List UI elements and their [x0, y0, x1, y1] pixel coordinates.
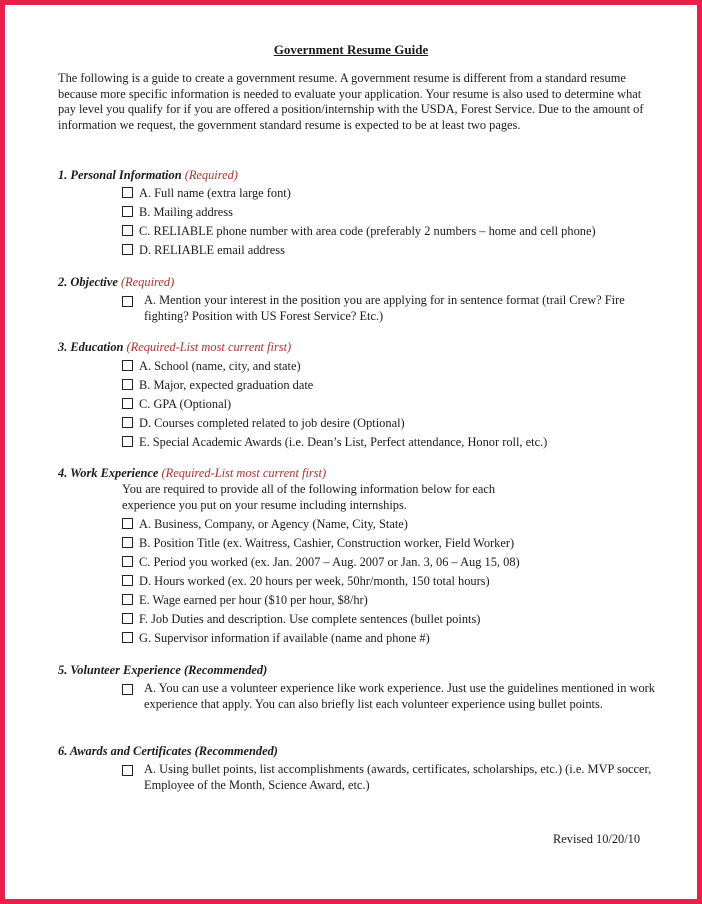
item-text: C. RELIABLE phone number with area code (preferably 2 numbers – home and cell phone)	[139, 224, 596, 238]
item-text: A. You can use a volunteer experience like work experience. Just use the guidelines mentioned in work experience that apply. You can also briefly list each volunteer experience using bullet points.	[144, 681, 655, 711]
item-text: D. Hours worked (ex. 20 hours per week, 50hr/month, 150 total hours)	[139, 574, 490, 588]
heading-text: 1. Personal Information	[58, 168, 182, 182]
item-text: D. Courses completed related to job desire (Optional)	[139, 416, 405, 430]
checklist-item[interactable]	[122, 185, 291, 201]
item-text: A. School (name, city, and state)	[139, 359, 301, 373]
section-heading-work	[58, 466, 326, 481]
required-tag: (Required)	[184, 168, 238, 182]
checklist-item[interactable]	[122, 415, 405, 431]
checklist-item[interactable]	[122, 358, 301, 374]
item-text: B. Major, expected graduation date	[139, 378, 314, 392]
heading-text: 6. Awards and Certificates (Recommended)	[58, 744, 278, 758]
revision-date: Revised 10/20/10	[553, 832, 641, 846]
required-tag: (Required)	[120, 275, 175, 289]
checklist-item[interactable]	[122, 535, 514, 551]
intro-paragraph: The following is a guide to create a government resume. A government resume is different from a standard resume because more specific information is needed to evaluate your application. Your resume is also used to determine what pay level you qualify for if you are offered a position/internship with the USDA, Forest Service. Due to the amount of information we request, the government standard resume is expected to be at least two pages.	[58, 71, 644, 132]
checklist-item[interactable]	[122, 434, 547, 450]
required-tag: (Required-List most current first)	[161, 466, 327, 480]
item-text: B. Mailing address	[139, 205, 233, 219]
checklist-item[interactable]	[122, 611, 480, 627]
checkbox-icon[interactable]	[122, 244, 133, 255]
checkbox-icon[interactable]	[122, 296, 133, 307]
checkbox-icon[interactable]	[122, 206, 133, 217]
checklist-item[interactable]	[122, 204, 233, 220]
checklist-item[interactable]	[122, 762, 664, 793]
checklist-item[interactable]	[122, 573, 490, 589]
required-tag: (Required-List most current first)	[126, 340, 292, 354]
checkbox-icon[interactable]	[122, 398, 133, 409]
document-title: Government Resume Guide	[273, 42, 429, 57]
work-note: You are required to provide all of the following information below for each experience you put on your resume including internships.	[122, 482, 496, 512]
checklist-item[interactable]	[122, 242, 285, 258]
checkbox-icon[interactable]	[122, 518, 133, 529]
checklist-item[interactable]	[122, 681, 664, 712]
checkbox-icon[interactable]	[122, 379, 133, 390]
item-text: A. Full name (extra large font)	[139, 186, 291, 200]
checkbox-icon[interactable]	[122, 594, 133, 605]
item-text: D. RELIABLE email address	[139, 243, 285, 257]
checkbox-icon[interactable]	[122, 613, 133, 624]
heading-text: 2. Objective	[58, 275, 118, 289]
item-text: F. Job Duties and description. Use complete sentences (bullet points)	[139, 612, 481, 626]
checkbox-icon[interactable]	[122, 765, 133, 776]
section-heading-education	[58, 340, 291, 355]
checkbox-icon[interactable]	[122, 632, 133, 643]
item-text: A. Mention your interest in the position you are applying for in sentence format (trail Crew? Fire fighting? Position with US Forest Service? Etc.)	[144, 293, 625, 323]
checkbox-icon[interactable]	[122, 360, 133, 371]
item-text: C. Period you worked (ex. Jan. 2007 – Aug. 2007 or Jan. 3, 06 – Aug 15, 08)	[139, 555, 520, 569]
checklist-item[interactable]	[122, 516, 408, 532]
heading-text: 3. Education	[58, 340, 124, 354]
heading-text: 4. Work Experience	[58, 466, 159, 480]
item-text: A. Using bullet points, list accomplishments (awards, certificates, scholarships, etc.) (i.e. MVP soccer, Employee of the Month, Science Award, etc.)	[144, 762, 652, 792]
item-text: E. Special Academic Awards (i.e. Dean’s List, Perfect attendance, Honor roll, etc.)	[139, 435, 548, 449]
item-text: E. Wage earned per hour ($10 per hour, $8/hr)	[139, 593, 368, 607]
checklist-item[interactable]	[122, 377, 313, 393]
section-heading-volunteer	[58, 663, 267, 678]
checklist-item[interactable]	[122, 293, 664, 324]
item-text: C. GPA (Optional)	[139, 397, 232, 411]
item-text: A. Business, Company, or Agency (Name, City, State)	[139, 517, 408, 531]
checklist-item[interactable]	[122, 592, 368, 608]
heading-text: 5. Volunteer Experience (Recommended)	[58, 663, 268, 677]
checkbox-icon[interactable]	[122, 417, 133, 428]
checklist-item[interactable]	[122, 396, 231, 412]
section-heading-objective	[58, 275, 174, 290]
checklist-item[interactable]	[122, 554, 520, 570]
checkbox-icon[interactable]	[122, 684, 133, 695]
checkbox-icon[interactable]	[122, 436, 133, 447]
checkbox-icon[interactable]	[122, 187, 133, 198]
item-text: G. Supervisor information if available (name and phone #)	[139, 631, 430, 645]
checklist-item[interactable]	[122, 630, 430, 646]
checkbox-icon[interactable]	[122, 225, 133, 236]
checkbox-icon[interactable]	[122, 575, 133, 586]
section-heading-personal	[58, 168, 238, 183]
checkbox-icon[interactable]	[122, 537, 133, 548]
section-heading-awards	[58, 744, 278, 759]
checklist-item[interactable]	[122, 223, 596, 239]
item-text: B. Position Title (ex. Waitress, Cashier, Construction worker, Field Worker)	[139, 536, 515, 550]
checkbox-icon[interactable]	[122, 556, 133, 567]
